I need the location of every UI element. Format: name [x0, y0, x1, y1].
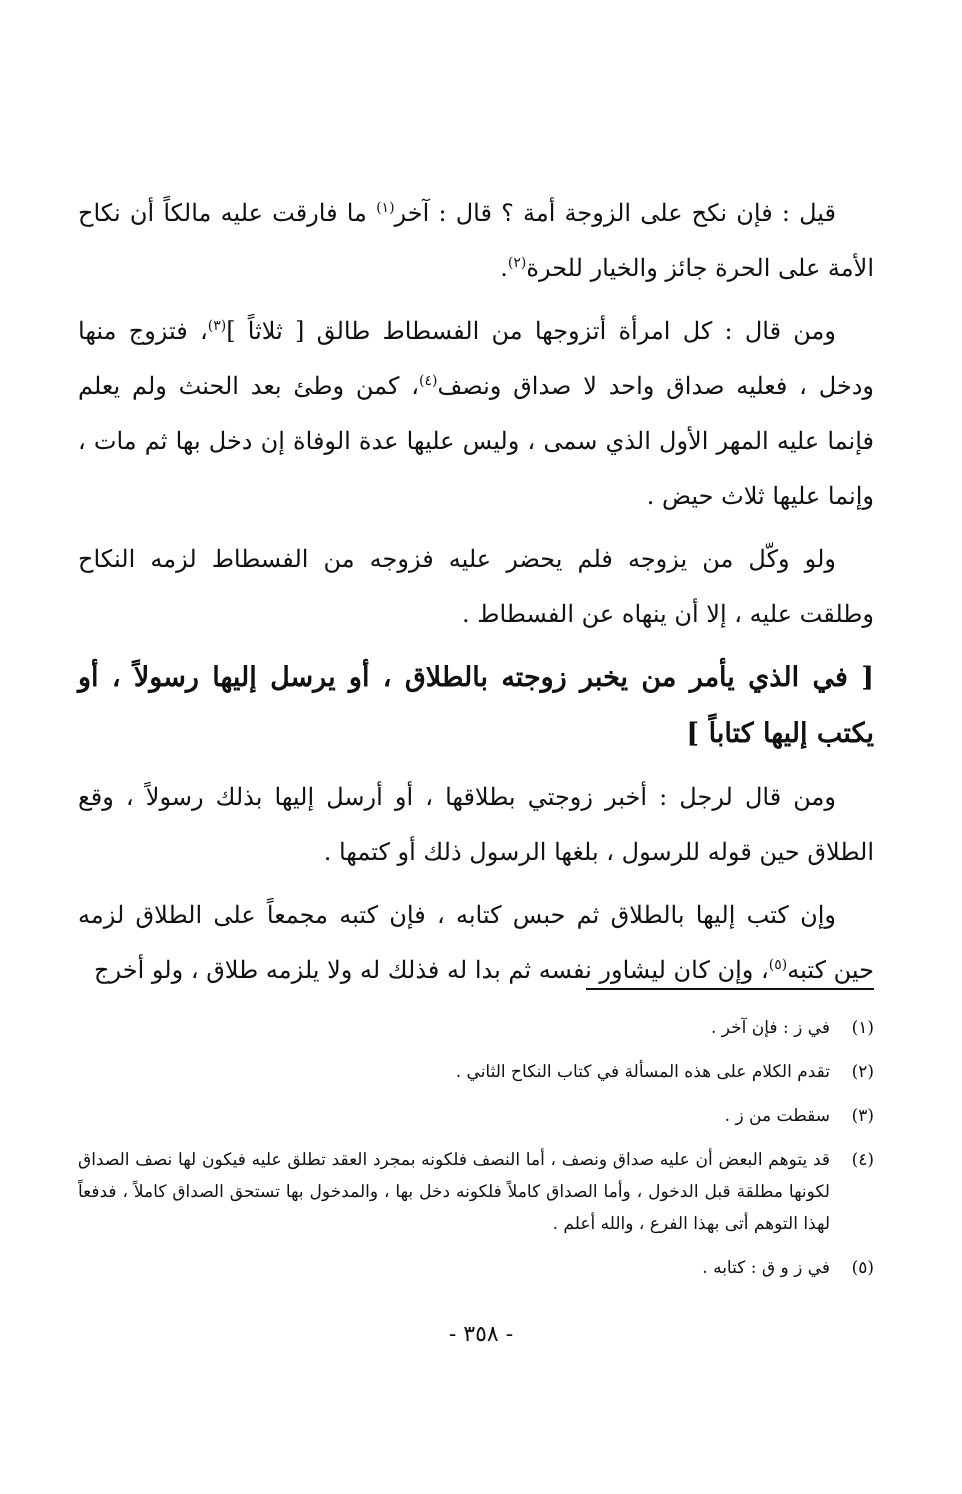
- paragraph-2-text-a: ومن قال : كل امرأة أتزوجها من الفسطاط طالق [ ثلاثاً ]: [226, 317, 836, 345]
- footnote-item: [78, 1252, 874, 1284]
- page-number: - ٣٥٨ -: [448, 1322, 514, 1347]
- paragraph-2-text-c: ، كمن وطئ بعد الحنث ولم يعلم فإنما عليه المهر الأول الذي سمى ، وليس عليها عدة الوفاة إن دخل بها ثم مات ، وإنما عليها ثلاث حيض .: [78, 372, 874, 510]
- footnote-number: (٤): [851, 1150, 874, 1170]
- footnote-text: في ز : فإن آخر .: [710, 1018, 830, 1038]
- section-heading: [ في الذي يأمر من يخبر زوجته بالطلاق ، أو يرسل إليها رسولاً ، أو يكتب إليها كتاباً ]: [78, 662, 874, 749]
- footnote-number: (٥): [851, 1258, 874, 1278]
- footnote-number: (٢): [851, 1062, 874, 1082]
- footnote-ref-2: (٢): [507, 255, 527, 271]
- paragraph-3: ولو وكّل من يزوجه فلم يحضر عليه فزوجه من الفسطاط لزمه النكاح وطلقت عليه ، إلا أن ينهاه عن الفسطاط .: [78, 545, 874, 628]
- footnote-ref-1: (١): [376, 200, 395, 216]
- paragraph-5-text-a: وإن كتب إليها بالطلاق ثم حبس كتابه ، فإن كتبه مجمعاً على الطلاق لزمه حين كتبه: [78, 901, 874, 984]
- footnote-ref-5: (٥): [768, 957, 788, 973]
- paragraph-1-text-b: ما فارقت عليه مالكاً أن نكاح الأمة على الحرة جائز والخيار للحرة: [78, 199, 874, 282]
- footnote-item: [78, 1056, 874, 1088]
- footnote-text: قد يتوهم البعض أن عليه صداق ونصف ، أما النصف فلكونه بمجرد العقد تطلق عليه فيكون لها نصف الصداق لكونها مطلقة قبل الدخول ، وأما الصداق كاملاً فلكونه دخل بها ، والمدخول بها تستحق الصداق كاملاً ، فدفعاً لهذا التوهم أتى بهذا الفرع ، والله أعلم .: [78, 1150, 830, 1234]
- paragraph-1-text-c: .: [500, 254, 508, 282]
- paragraph-2: [78, 304, 874, 524]
- footnote-divider: [586, 988, 874, 990]
- footnote-text: في ز و ق : كتابه .: [702, 1258, 830, 1278]
- footnote-number: (١): [851, 1018, 874, 1038]
- footnote-text: سقطت من ز .: [724, 1106, 830, 1126]
- footnote-item: [78, 1144, 874, 1240]
- footnote-text: تقدم الكلام على هذه المسألة في كتاب النكاح الثاني .: [455, 1062, 830, 1082]
- footnote-number: (٣): [851, 1106, 874, 1126]
- footnote-ref-4: (٤): [418, 373, 438, 389]
- main-text: [78, 186, 874, 1006]
- paragraph-1: [78, 186, 874, 296]
- paragraph-5-text-b: ، وإن كان ليشاور نفسه ثم بدا له فذلك له ولا يلزمه طلاق ، ولو أخرج: [94, 956, 769, 984]
- footnote-item: [78, 1012, 874, 1044]
- footnotes: [78, 1012, 874, 1296]
- footnote-item: [78, 1100, 874, 1132]
- footnote-ref-3: (٣): [207, 318, 227, 334]
- paragraph-5: [78, 888, 874, 998]
- paragraph-1-text-a: قيل : فإن نكح على الزوجة أمة ؟ قال : آخر: [394, 199, 837, 227]
- paragraph-2-text-b: ، فتزوج منها ودخل ، فعليه صداق واحد لا صداق ونصف: [78, 317, 874, 400]
- paragraph-4: ومن قال لرجل : أخبر زوجتي بطلاقها ، أو أرسل إليها بذلك رسولاً ، وقع الطلاق حين قوله للرسول ، بلغها الرسول ذلك أو كتمها .: [78, 783, 874, 866]
